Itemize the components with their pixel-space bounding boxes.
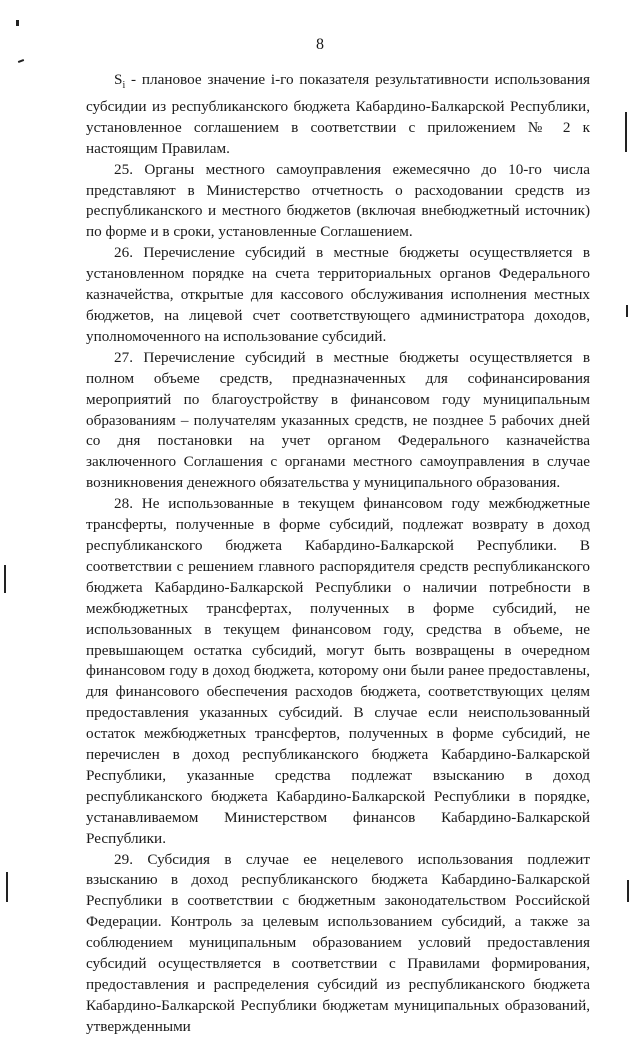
paragraph-item-25: 25. Органы местного самоуправления ежемесячно до 10-го числа представляют в Министерство отчетность о расходовании средств из республиканского и местного бюджетов (включая внебюджетный источник) по форме и в сроки, установленные Соглашением. bbox=[86, 160, 590, 241]
paragraph-item-29: 29. Субсидия в случае ее нецелевого использования подлежит взысканию в доход республиканского бюджета Кабардино-Балкарской Республики в соответствии с бюджетным законодательством Российской Федерации. Контроль за целевым использованием субсидий, а также за соблюдением муниципальным образованием условий предоставления субсидий осуществляется в соответствии с Правилами формирования, предоставления и распределения субсидий из республиканского бюджета Кабардино-Балкарской Республики бюджетам муниципальных образований, утвержденными bbox=[86, 850, 590, 1035]
paragraph-item-26: 26. Перечисление субсидий в местные бюджеты осуществляется в установленном порядке на счета территориальных органов Федерального казначейства, открытые для кассового обслуживания исполнения местных бюджетов, на лицевой счет соответствующего администратора доходов, уполномоченного на использование субсидий. bbox=[86, 244, 590, 345]
subscript-index: i bbox=[122, 80, 126, 92]
paragraph-si-definition: $S_i$ - плановое значение i-го показателя результативности использования субсидии из республиканского бюджета Кабардино-Балкарской Республики, установленное соглашением в соответствии с приложением № 2 к настоящим Правилам. bbox=[86, 71, 590, 157]
scan-speck bbox=[18, 59, 24, 63]
scan-edge-mark bbox=[625, 112, 627, 152]
scan-edge-mark bbox=[627, 880, 629, 902]
scan-edge-mark bbox=[626, 305, 628, 317]
page-number: 8 bbox=[316, 36, 324, 53]
scan-speck bbox=[16, 20, 19, 26]
scan-edge-mark bbox=[6, 872, 8, 902]
document-body bbox=[86, 70, 590, 1038]
paragraph-item-27: 27. Перечисление субсидий в местные бюджеты осуществляется в полном объеме средств, предназначенных для софинансирования мероприятий по благоустройству в финансовом году муниципальным образованиям – получателям указанных средств, не позднее 5 рабочих дней со дня постановки на учет органом Федерального казначейства заключенного Соглашения с органами местного самоуправления в случае возникновения денежного обязательства у муниципального образования. bbox=[86, 348, 590, 492]
scan-edge-mark bbox=[4, 565, 6, 593]
paragraph-item-28: 28. Не использованные в текущем финансовом году межбюджетные трансферты, полученные в форме субсидий, подлежат возврату в доход республиканского бюджета Кабардино-Балкарской Республики. В соответствии с решением главного распорядителя средств республиканского бюджета Кабардино-Балкарской Республики о наличии потребности в межбюджетных трансфертах, полученных в форме субсидий, не использованных в текущем финансовом году, средства в объеме, не превышающем остатка субсидий, могут быть возвращены в очередном финансовом году в доход бюджета, которому они были ранее предоставлены, для финансового обеспечения расходов бюджета, соответствующих целям предоставления указанных субсидий. В случае если неиспользованный остаток межбюджетных трансфертов, полученных в форме субсидий, не перечислен в доход республиканского бюджета Кабардино-Балкарской Республики, указанные средства подлежат взысканию в доход республиканского бюджета Кабардино-Балкарской Республики в порядке, устанавливаемом Министерством финансов Кабардино-Балкарской Республики. bbox=[86, 495, 590, 847]
